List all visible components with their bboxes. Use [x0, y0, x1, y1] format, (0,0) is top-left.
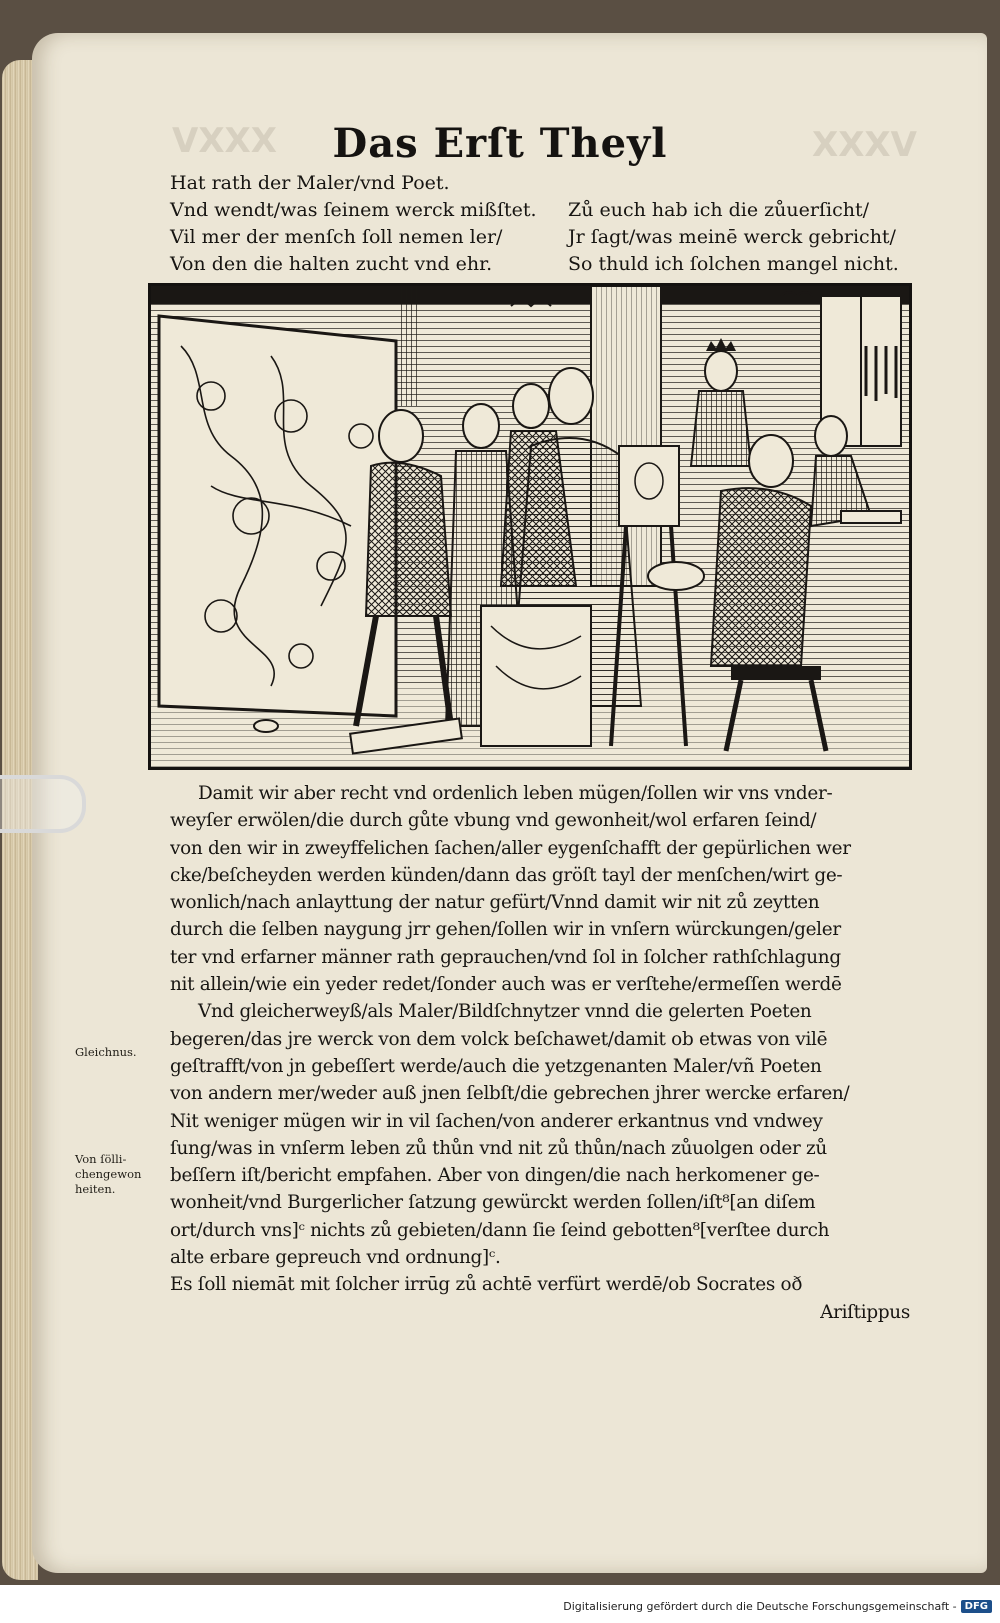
- margin-note-gleichnus: Gleichnus.: [75, 1045, 137, 1059]
- text-line: ter vnd erfarner männer rath geprauchen/vnd ſol in ſolcher rathſchlagung: [170, 946, 841, 968]
- verse-line: Vnd wendt/was ſeinem werck mißſtet.: [170, 199, 537, 221]
- margin-note-line: heiten.: [75, 1182, 116, 1196]
- verse-left-column: [170, 170, 537, 278]
- text-line: Damit wir aber recht vnd ordenlich leben mügen/ſollen wir vns vnder-: [198, 783, 833, 804]
- text-line: durch die ſelben naygung jrr gehen/ſollen wir in vnſern würckungen/geler: [170, 919, 841, 941]
- verse-right-column: [568, 197, 899, 278]
- text-line: wonheit/vnd Burgerlicher ſatzung gewürckt werden ſollen/iſt⁸[an diſem: [170, 1192, 816, 1214]
- text-line: beſſern iſt/bericht empfahen. Aber von dingen/die nach herkomener ge-: [170, 1165, 820, 1187]
- text-line: Vnd gleicherweyß/als Maler/Bildſchnytzer vnnd die gelerten Poeten: [198, 1001, 812, 1023]
- verse-line: Hat rath der Maler/vnd Poet.: [170, 172, 450, 194]
- digitization-footer: [563, 1596, 992, 1616]
- margin-note-gewonheiten: [75, 1152, 141, 1197]
- painter-workshop-woodcut: [148, 283, 912, 770]
- text-line: Nit weniger mügen wir in vil ſachen/von anderer erkantnus vnd vndwey: [170, 1110, 823, 1132]
- text-line: von den wir in zweyffelichen ſachen/aller eygenſchafft der gepürlichen wer: [170, 837, 851, 859]
- bleed-through-numeral-right: XXXV: [812, 125, 917, 165]
- text-line: nit allein/wie ein yeder redet/ſonder auch was er verſtehe/ermeſſen werdē: [170, 974, 842, 996]
- text-line: alte erbare gepreuch vnd ordnung]ᶜ.: [170, 1247, 501, 1269]
- verse-line: Jr ſagt/was meinē werck gebricht/: [568, 226, 896, 248]
- text-line: von andern mer/weder auß jnen ſelbſt/die gebrechen jhrer wercke erfaren/: [170, 1083, 850, 1105]
- verse-line: Von den die halten zucht vnd ehr.: [170, 253, 493, 275]
- verse-line: So thuld ich ſolchen mangel nicht.: [568, 253, 899, 275]
- verse-line: Vil mer der menſch ſoll nemen ler/: [170, 226, 503, 248]
- text-line: wonlich/nach anlayttung der natur gefürt/Vnnd damit wir nit zů zeytten: [170, 892, 820, 914]
- catchword: Ariſtippus: [820, 1301, 910, 1323]
- text-line: ſung/was in vnſerm leben zů thůn vnd nit zů thůn/nach zůuolgen oder zů: [170, 1137, 827, 1159]
- text-line: cke/beſcheyden werden künden/dann das gröſt tayl der menſchen/wirt ge-: [170, 864, 843, 886]
- text-line: Es ſoll niemāt mit ſolcher irrūg zů achtē verfürt werdē/ob Socrates oð: [170, 1274, 803, 1296]
- text-line: geſtrafft/von jn gebeſſert werde/auch die yetzgenanten Maler/vñ Poeten: [170, 1055, 822, 1077]
- footer-credit-text: Digitalisierung gefördert durch die Deutsche Forschungsgemeinschaft -: [563, 1599, 957, 1613]
- page-clip: [0, 775, 86, 833]
- main-text-block: [170, 780, 910, 1326]
- verse-line: Zů euch hab ich die zůuerſicht/: [568, 199, 869, 221]
- text-line: begeren/das jre werck von dem volck beſchawet/damit ob etwas von vilē: [170, 1028, 828, 1050]
- margin-note-line: chengewon: [75, 1167, 142, 1181]
- dfg-logo: DFG: [961, 1600, 992, 1613]
- margin-note-line: Von ſölli-: [75, 1152, 127, 1166]
- text-line: weyſer erwölen/die durch gůte vbung vnd gewonheit/wol erfaren ſeind/: [170, 810, 817, 832]
- woodcut-illustration: [151, 286, 909, 767]
- page-heading: Das Erſt Theyl: [332, 120, 668, 167]
- text-line: ort/durch vns]ᶜ nichts zů gebieten/dann ſie ſeind gebotten⁸[verſtee durch: [170, 1219, 830, 1241]
- bleed-through-numeral-left: VXXX: [172, 121, 277, 161]
